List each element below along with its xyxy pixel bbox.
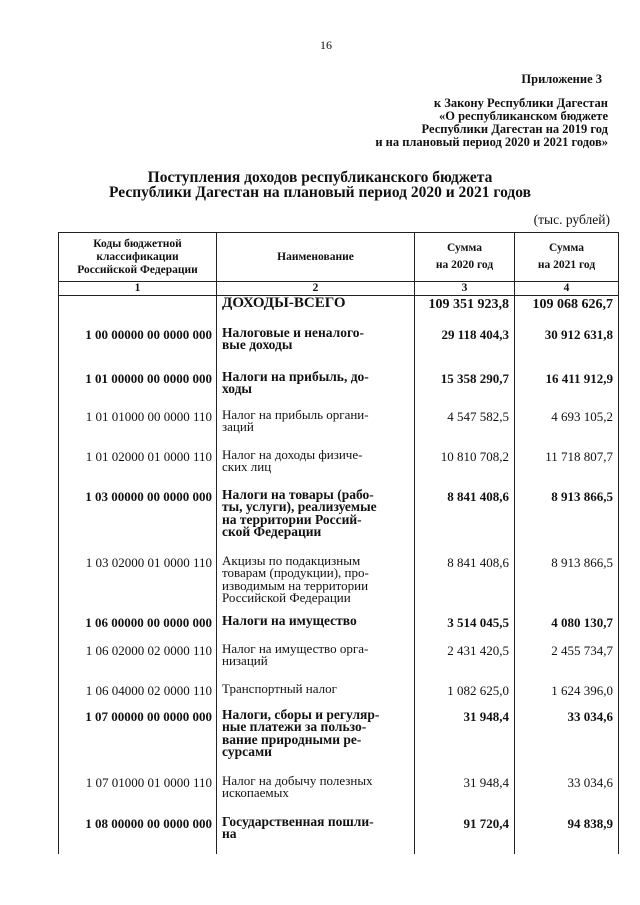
revenue-name: [217, 704, 415, 770]
budget-code: 1 03 00000 00 0000 000: [59, 484, 217, 550]
table-row: [59, 404, 619, 444]
header-sum-line: Сумма: [447, 242, 482, 254]
revenue-name-line: изводимым на территории: [222, 577, 369, 593]
budget-code: 1 00 00000 00 0000 000: [59, 320, 217, 364]
header-code: [59, 233, 217, 282]
title-line: Республики Дагестан на плановый период 2020 и 2021 годов: [109, 184, 531, 201]
revenue-name-line: ходы: [222, 381, 252, 396]
revenue-name-line: на: [222, 826, 237, 841]
revenue-name-line: Акцизы по подакцизным: [222, 552, 361, 568]
budget-code: 1 01 00000 00 0000 000: [59, 364, 217, 404]
sum-2021: 2 455 734,7: [515, 638, 619, 678]
table-row: [59, 638, 619, 678]
sum-2021: 8 913 866,5: [515, 484, 619, 550]
revenue-name-line: Налог на доходы физиче-: [222, 446, 363, 462]
table-row: [59, 320, 619, 364]
header-code-line: классификации: [96, 250, 179, 263]
revenue-name: [217, 444, 415, 484]
sum-2020: 4 547 582,5: [415, 404, 515, 444]
revenue-table: [58, 232, 619, 854]
sum-2021: 33 034,6: [515, 704, 619, 770]
appendix-line: и на плановый период 2020 и 2021 годов»: [375, 135, 608, 149]
budget-code: 1 01 02000 01 0000 110: [59, 444, 217, 484]
budget-code: 1 06 04000 02 0000 110: [59, 678, 217, 704]
appendix-line: «О республиканском бюджете: [439, 109, 608, 123]
revenue-name-line: ДОХОДЫ-ВСЕГО: [222, 295, 346, 311]
revenue-name-line: Государственная пошли-: [222, 813, 374, 829]
revenue-name-line: ископаемых: [222, 785, 289, 800]
sum-2020: 1 082 625,0: [415, 678, 515, 704]
budget-code: 1 06 00000 00 0000 000: [59, 612, 217, 638]
sum-2020: 8 841 408,6: [415, 484, 515, 550]
revenue-name-line: ских лиц: [222, 459, 272, 474]
budget-code: 1 08 00000 00 0000 000: [59, 810, 217, 854]
revenue-name-line: ской Федерации: [222, 524, 322, 539]
header-sum-2021: [515, 233, 619, 282]
table-row: [59, 364, 619, 404]
sum-2021: 109 068 626,7: [515, 296, 619, 320]
revenue-name: [217, 770, 415, 810]
table-row: [59, 550, 619, 612]
revenue-name-line: Налоговые и неналого-: [222, 324, 365, 340]
document-title: [0, 170, 640, 200]
budget-code: [59, 296, 217, 320]
sum-2020: 29 118 404,3: [415, 320, 515, 364]
revenue-name-line: Налоги на товары (рабо-: [222, 486, 374, 502]
sum-2020: 91 720,4: [415, 810, 515, 854]
header-name: Наименование: [217, 233, 415, 282]
revenue-name: [217, 296, 415, 320]
revenue-name-line: Налоги на прибыль, до-: [222, 368, 369, 384]
revenue-name-line: Налог на прибыль органи-: [222, 406, 369, 422]
revenue-name: [217, 364, 415, 404]
title-line: Поступления доходов республиканского бюджета: [147, 169, 493, 186]
units-label: (тыс. рублей): [533, 212, 610, 227]
revenue-name: [217, 550, 415, 612]
sum-2020: 8 841 408,6: [415, 550, 515, 612]
revenue-name-line: на территории Россий-: [222, 511, 362, 527]
sum-2021: 94 838,9: [515, 810, 619, 854]
sum-2021: 11 718 807,7: [515, 444, 619, 484]
table-row: [59, 704, 619, 770]
column-numbers-row: [59, 282, 619, 296]
sum-2020: 31 948,4: [415, 770, 515, 810]
appendix-description: [308, 97, 608, 149]
table-row: [59, 296, 619, 320]
column-number: 3: [415, 282, 515, 296]
sum-2021: 4 693 105,2: [515, 404, 619, 444]
budget-code: 1 06 02000 02 0000 110: [59, 638, 217, 678]
header-sum-line: Сумма: [549, 242, 584, 254]
revenue-name-line: ные платежи за пользо-: [222, 719, 367, 734]
appendix-line: Республики Дагестан на 2019 год: [421, 122, 608, 136]
header-sum-line: на 2020 год: [435, 259, 494, 271]
table-row: [59, 810, 619, 854]
sum-2020: 3 514 045,5: [415, 612, 515, 638]
revenue-name-line: низаций: [222, 653, 268, 668]
sum-2020: 15 358 290,7: [415, 364, 515, 404]
budget-code: 1 07 00000 00 0000 000: [59, 704, 217, 770]
sum-2021: 1 624 396,0: [515, 678, 619, 704]
revenue-name-line: Налоги, сборы и регуляр-: [222, 706, 380, 722]
column-number: 1: [59, 282, 217, 296]
sum-2021: 33 034,6: [515, 770, 619, 810]
revenue-name-line: товарам (продукции), про-: [222, 565, 369, 580]
sum-2021: 4 080 130,7: [515, 612, 619, 638]
sum-2021: 8 913 866,5: [515, 550, 619, 612]
revenue-name: [217, 404, 415, 444]
budget-code: 1 01 01000 00 0000 110: [59, 404, 217, 444]
sum-2021: 16 411 912,9: [515, 364, 619, 404]
revenue-name-line: ты, услуги), реализуемые: [222, 499, 377, 514]
revenue-name-line: вые доходы: [222, 337, 293, 352]
revenue-name: [217, 810, 415, 854]
sum-2021: 30 912 631,8: [515, 320, 619, 364]
sum-2020: 31 948,4: [415, 704, 515, 770]
revenue-name: [217, 612, 415, 638]
header-code-line: Российской Федерации: [77, 263, 198, 276]
revenue-name-line: Налоги на имущество: [222, 612, 357, 628]
sum-2020: 2 431 420,5: [415, 638, 515, 678]
revenue-name: [217, 484, 415, 550]
revenue-name-line: заций: [222, 419, 254, 434]
revenue-name-line: Налог на имущество орга-: [222, 640, 369, 656]
table-row: [59, 484, 619, 550]
table-row: [59, 770, 619, 810]
column-number: 2: [217, 282, 415, 296]
column-number: 4: [515, 282, 619, 296]
revenue-name-line: вание природными ре-: [222, 731, 362, 747]
page-number: 16: [320, 38, 332, 52]
table-row: [59, 444, 619, 484]
sum-2020: 109 351 923,8: [415, 296, 515, 320]
revenue-name-line: Транспортный налог: [222, 680, 337, 696]
sum-2020: 10 810 708,2: [415, 444, 515, 484]
revenue-name-line: Российской Федерации: [222, 590, 351, 605]
budget-code: 1 03 02000 01 0000 110: [59, 550, 217, 612]
revenue-name: [217, 320, 415, 364]
table-row: [59, 612, 619, 638]
header-code-line: Коды бюджетной: [93, 237, 182, 250]
revenue-name: [217, 638, 415, 678]
header-sum-2020: [415, 233, 515, 282]
table-header-row: [59, 233, 619, 282]
revenue-name-line: сурсами: [222, 744, 272, 759]
appendix-label: Приложение 3: [521, 72, 602, 86]
table-row: [59, 678, 619, 704]
appendix-line: к Закону Республики Дагестан: [433, 96, 608, 110]
revenue-name-line: Налог на добычу полезных: [222, 772, 373, 788]
header-sum-line: на 2021 год: [537, 259, 596, 271]
budget-code: 1 07 01000 01 0000 110: [59, 770, 217, 810]
revenue-name: [217, 678, 415, 704]
